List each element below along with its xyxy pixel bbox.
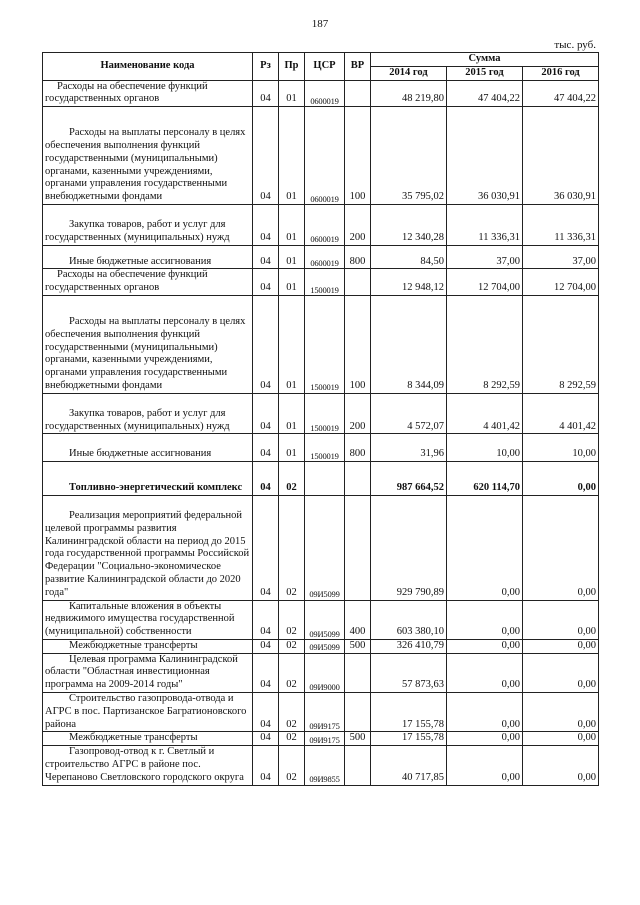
table-row <box>43 732 599 746</box>
row-2014: 84,50 <box>371 245 447 269</box>
row-name: Расходы на обеспечение функций государственных органов <box>43 80 253 107</box>
table-row <box>43 639 599 653</box>
row-pr: 01 <box>279 393 305 434</box>
row-2014: 987 664,52 <box>371 462 447 496</box>
row-2014: 17 155,78 <box>371 732 447 746</box>
row-2015: 620 114,70 <box>447 462 523 496</box>
row-vr <box>345 495 371 600</box>
row-name: Межбюджетные трансферты <box>43 732 253 746</box>
row-2014: 4 572,07 <box>371 393 447 434</box>
row-pr: 02 <box>279 462 305 496</box>
header-2016: 2016 год <box>523 66 599 80</box>
row-csr: 1500019 <box>305 393 345 434</box>
row-2014: 326 410,79 <box>371 639 447 653</box>
row-2015: 0,00 <box>447 746 523 785</box>
row-2015: 11 336,31 <box>447 204 523 245</box>
row-rz: 04 <box>253 107 279 205</box>
header-2015: 2015 год <box>447 66 523 80</box>
row-name: Капитальные вложения в объекты недвижимого имущества государственной (муниципальной) собственности <box>43 600 253 639</box>
row-pr: 01 <box>279 245 305 269</box>
row-2016: 12 704,00 <box>523 269 599 296</box>
row-2016: 0,00 <box>523 495 599 600</box>
row-pr: 01 <box>279 107 305 205</box>
row-2014: 48 219,80 <box>371 80 447 107</box>
table-row <box>43 462 599 496</box>
row-2016: 0,00 <box>523 746 599 785</box>
row-csr: 0600019 <box>305 80 345 107</box>
row-csr: 09И9855 <box>305 746 345 785</box>
row-rz: 04 <box>253 746 279 785</box>
row-2016: 0,00 <box>523 639 599 653</box>
row-vr: 100 <box>345 295 371 393</box>
table-row <box>43 295 599 393</box>
row-csr: 1500019 <box>305 434 345 462</box>
row-2015: 4 401,42 <box>447 393 523 434</box>
header-vr: ВР <box>345 53 371 81</box>
row-2014: 12 948,12 <box>371 269 447 296</box>
row-vr: 200 <box>345 393 371 434</box>
row-2014: 603 380,10 <box>371 600 447 639</box>
row-2015: 0,00 <box>447 693 523 732</box>
page-number: 187 <box>311 18 329 30</box>
row-pr: 01 <box>279 80 305 107</box>
header-name: Наименование кода <box>43 53 253 81</box>
row-pr: 01 <box>279 434 305 462</box>
row-pr: 01 <box>279 204 305 245</box>
row-name: Межбюджетные трансферты <box>43 639 253 653</box>
row-2016: 11 336,31 <box>523 204 599 245</box>
row-pr: 02 <box>279 653 305 692</box>
row-vr <box>345 269 371 296</box>
row-2015: 36 030,91 <box>447 107 523 205</box>
row-rz: 04 <box>253 732 279 746</box>
row-csr: 1500019 <box>305 295 345 393</box>
row-csr: 1500019 <box>305 269 345 296</box>
row-2016: 0,00 <box>523 600 599 639</box>
row-2015: 0,00 <box>447 639 523 653</box>
row-pr: 02 <box>279 639 305 653</box>
row-pr: 02 <box>279 495 305 600</box>
row-2015: 0,00 <box>447 495 523 600</box>
header-2014: 2014 год <box>371 66 447 80</box>
table-row <box>43 746 599 785</box>
row-name: Целевая программа Калининградской области "Областная инвестиционная программа на 2009-2014 годы" <box>43 653 253 692</box>
row-2014: 35 795,02 <box>371 107 447 205</box>
row-vr <box>345 80 371 107</box>
row-vr: 800 <box>345 245 371 269</box>
row-name: Реализация мероприятий федеральной целевой программы развития Калининградской области на период до 2015 года государственной программы Российской Федерации "Социально-экономическое развитие Калининградской области до 2020 года" <box>43 495 253 600</box>
row-2015: 0,00 <box>447 732 523 746</box>
row-rz: 04 <box>253 80 279 107</box>
row-vr: 400 <box>345 600 371 639</box>
row-pr: 02 <box>279 693 305 732</box>
table-row <box>43 204 599 245</box>
row-name: Расходы на выплаты персоналу в целях обеспечения выполнения функций государственными (муниципальными) органами, казенными учреждениями, органами управления государственными внебюджетными фондами <box>43 295 253 393</box>
row-2016: 36 030,91 <box>523 107 599 205</box>
row-2014: 31,96 <box>371 434 447 462</box>
header-row <box>43 53 599 67</box>
row-rz: 04 <box>253 434 279 462</box>
row-pr: 02 <box>279 732 305 746</box>
row-csr: 09И5099 <box>305 495 345 600</box>
row-2016: 0,00 <box>523 693 599 732</box>
row-2015: 10,00 <box>447 434 523 462</box>
row-rz: 04 <box>253 393 279 434</box>
row-name: Расходы на обеспечение функций государственных органов <box>43 269 253 296</box>
row-name: Иные бюджетные ассигнования <box>43 245 253 269</box>
row-rz: 04 <box>253 693 279 732</box>
row-pr: 01 <box>279 295 305 393</box>
row-rz: 04 <box>253 462 279 496</box>
row-csr <box>305 462 345 496</box>
row-csr: 09И9175 <box>305 732 345 746</box>
row-2015: 37,00 <box>447 245 523 269</box>
table-row <box>43 80 599 107</box>
row-name: Газопровод-отвод к г. Светлый и строительство АГРС в районе пос. Черепаново Светловского городского округа <box>43 746 253 785</box>
row-rz: 04 <box>253 639 279 653</box>
table-row <box>43 269 599 296</box>
row-csr: 09И9000 <box>305 653 345 692</box>
row-vr: 500 <box>345 732 371 746</box>
row-csr: 09И9175 <box>305 693 345 732</box>
row-name: Строительство газопровода-отвода и АГРС в пос. Партизанское Багратионовского района <box>43 693 253 732</box>
row-pr: 02 <box>279 746 305 785</box>
row-rz: 04 <box>253 269 279 296</box>
row-name: Иные бюджетные ассигнования <box>43 434 253 462</box>
row-2015: 0,00 <box>447 600 523 639</box>
table-row <box>43 393 599 434</box>
row-rz: 04 <box>253 495 279 600</box>
table-row <box>43 107 599 205</box>
table-row <box>43 245 599 269</box>
table-row <box>43 693 599 732</box>
row-name: Закупка товаров, работ и услуг для государственных (муниципальных) нужд <box>43 204 253 245</box>
row-2014: 17 155,78 <box>371 693 447 732</box>
row-vr <box>345 746 371 785</box>
row-2015: 47 404,22 <box>447 80 523 107</box>
row-csr: 09И5099 <box>305 639 345 653</box>
row-rz: 04 <box>253 600 279 639</box>
row-csr: 0600019 <box>305 245 345 269</box>
header-csr: ЦСР <box>305 53 345 81</box>
row-pr: 01 <box>279 269 305 296</box>
row-csr: 09И5099 <box>305 600 345 639</box>
row-2016: 8 292,59 <box>523 295 599 393</box>
row-vr: 800 <box>345 434 371 462</box>
row-name: Закупка товаров, работ и услуг для государственных (муниципальных) нужд <box>43 393 253 434</box>
row-rz: 04 <box>253 245 279 269</box>
row-2016: 47 404,22 <box>523 80 599 107</box>
row-rz: 04 <box>253 653 279 692</box>
header-sum: Сумма <box>371 53 599 67</box>
row-vr: 100 <box>345 107 371 205</box>
header-rz: Рз <box>253 53 279 81</box>
table-row <box>43 495 599 600</box>
row-vr: 500 <box>345 639 371 653</box>
row-2014: 929 790,89 <box>371 495 447 600</box>
table-row <box>43 600 599 639</box>
row-2016: 0,00 <box>523 462 599 496</box>
row-2014: 8 344,09 <box>371 295 447 393</box>
header-pr: Пр <box>279 53 305 81</box>
row-2014: 40 717,85 <box>371 746 447 785</box>
unit-label: тыс. руб. <box>554 39 596 51</box>
row-rz: 04 <box>253 295 279 393</box>
row-2015: 8 292,59 <box>447 295 523 393</box>
table-row <box>43 434 599 462</box>
row-pr: 02 <box>279 600 305 639</box>
row-2016: 4 401,42 <box>523 393 599 434</box>
row-name: Расходы на выплаты персоналу в целях обеспечения выполнения функций государственными (муниципальными) органами, казенными учреждениями, органами управления государственными внебюджетными фондами <box>43 107 253 205</box>
row-rz: 04 <box>253 204 279 245</box>
row-2014: 57 873,63 <box>371 653 447 692</box>
row-2016: 0,00 <box>523 732 599 746</box>
row-2016: 37,00 <box>523 245 599 269</box>
row-2014: 12 340,28 <box>371 204 447 245</box>
row-vr <box>345 693 371 732</box>
row-2016: 0,00 <box>523 653 599 692</box>
row-csr: 0600019 <box>305 107 345 205</box>
row-2015: 0,00 <box>447 653 523 692</box>
budget-table <box>42 52 599 786</box>
row-2015: 12 704,00 <box>447 269 523 296</box>
row-2016: 10,00 <box>523 434 599 462</box>
row-name: Топливно-энергетический комплекс <box>43 462 253 496</box>
row-vr <box>345 462 371 496</box>
table-row <box>43 653 599 692</box>
row-vr: 200 <box>345 204 371 245</box>
row-csr: 0600019 <box>305 204 345 245</box>
row-vr <box>345 653 371 692</box>
